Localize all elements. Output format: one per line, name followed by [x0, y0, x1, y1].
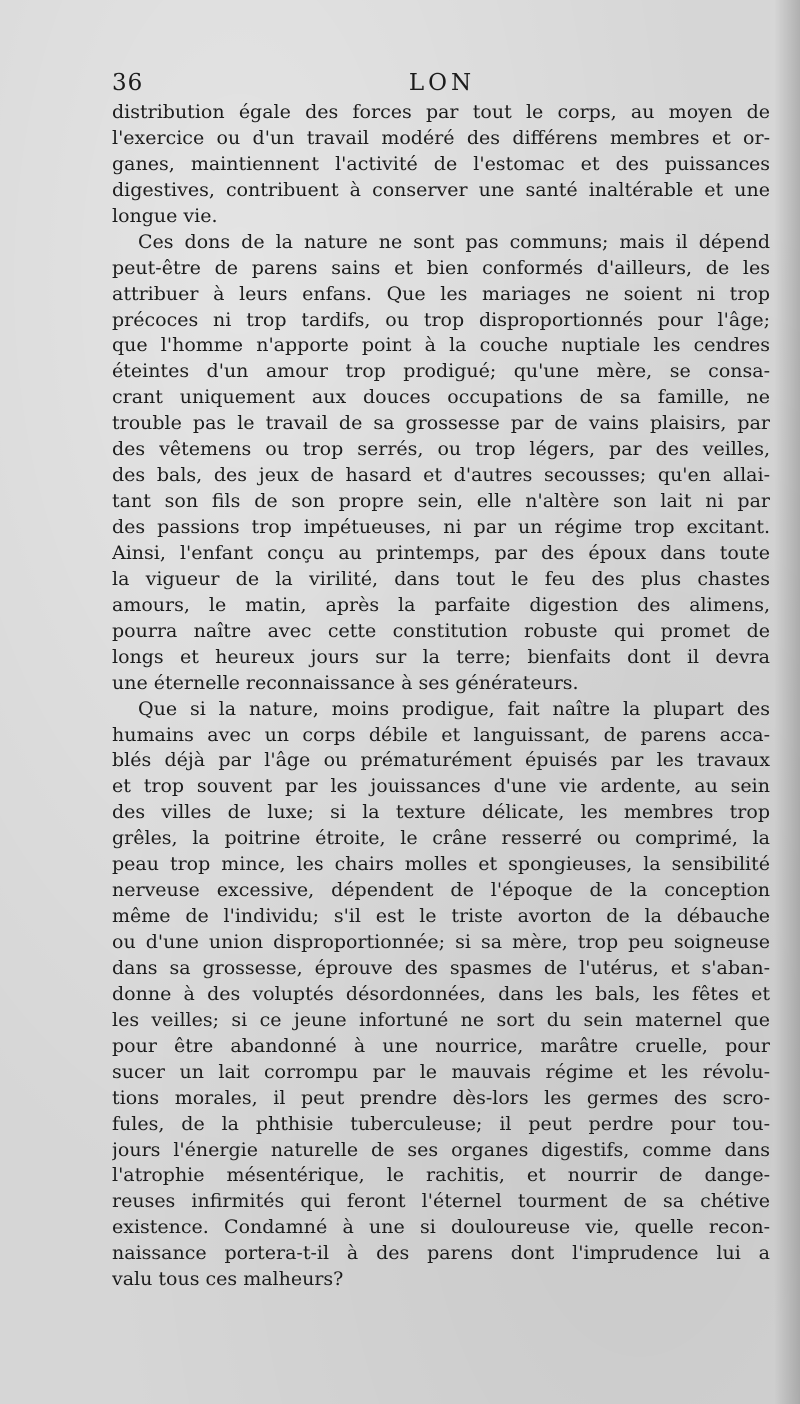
- text-line: la vigueur de la virilité, dans tout le feu des plus chastes: [112, 567, 770, 590]
- text-line: donne à des voluptés désordonnées, dans les bals, les fêtes et: [112, 982, 770, 1005]
- text-line: amours, le matin, après la parfaite digestion des alimens,: [112, 593, 770, 616]
- body-text: [112, 100, 770, 1293]
- text-line: tions morales, il peut prendre dès-lors les germes des scro-: [112, 1086, 770, 1109]
- text-line: des villes de luxe; si la texture délicate, les membres trop: [112, 801, 770, 824]
- text-line: crant uniquement aux douces occupations de sa famille, ne: [112, 386, 770, 409]
- page-header: [112, 70, 772, 100]
- text-line: grêles, la poitrine étroite, le crâne resserré ou comprimé, la: [112, 827, 770, 850]
- page-number: 36: [112, 70, 144, 96]
- text-line: les veilles; si ce jeune infortuné ne sort du sein maternel que: [112, 1008, 770, 1031]
- text-line: jours l'énergie naturelle de ses organes digestifs, comme dans: [112, 1138, 770, 1161]
- text-line: même de l'individu; s'il est le triste avorton de la débauche: [112, 905, 770, 928]
- text-line: Ainsi, l'enfant conçu au printemps, par des époux dans toute: [112, 541, 770, 564]
- text-line: longue vie.: [112, 204, 218, 227]
- text-line: naissance portera-t-il à des parens dont l'imprudence lui a: [112, 1242, 770, 1265]
- text-line: trouble pas le travail de sa grossesse par de vains plaisirs, par: [112, 412, 770, 435]
- text-line: ganes, maintiennent l'activité de l'estomac et des puissances: [112, 152, 770, 175]
- text-line: Que si la nature, moins prodigue, fait naître la plupart des: [138, 697, 770, 720]
- text-line: peut-être de parens sains et bien conformés d'ailleurs, de les: [112, 256, 770, 279]
- text-line: des bals, des jeux de hasard et d'autres secousses; qu'en allai-: [112, 464, 770, 487]
- text-line: pourra naître avec cette constitution robuste qui promet de: [112, 619, 770, 642]
- text-line: humains avec un corps débile et languissant, de parens acca-: [112, 723, 770, 746]
- text-line: dans sa grossesse, éprouve des spasmes de l'utérus, et s'aban-: [112, 956, 770, 979]
- text-line: l'atrophie mésentérique, le rachitis, et nourrir de dange-: [112, 1164, 770, 1187]
- text-line: tant son fils de son propre sein, elle n'altère son lait ni par: [112, 490, 770, 513]
- text-line: longs et heureux jours sur la terre; bienfaits dont il devra: [112, 645, 770, 668]
- text-line: blés déjà par l'âge ou prématurément épuisés par les travaux: [112, 749, 770, 772]
- text-line: distribution égale des forces par tout le corps, au moyen de: [112, 101, 770, 123]
- text-line: existence. Condamné à une si douloureuse vie, quelle recon-: [112, 1216, 770, 1239]
- text-line: digestives, contribuent à conserver une santé inaltérable et une: [112, 178, 770, 201]
- text-line: précoces ni trop tardifs, ou trop disproportionnés pour l'âge;: [112, 308, 770, 331]
- text-line: sucer un lait corrompu par le mauvais régime et les révolu-: [112, 1060, 770, 1083]
- text-line: pour être abandonné à une nourrice, marâtre cruelle, pour: [112, 1034, 770, 1057]
- page-shadow-edge: [774, 0, 800, 1404]
- text-line: attribuer à leurs enfans. Que les mariages ne soient ni trop: [112, 282, 770, 305]
- text-line: une éternelle reconnaissance à ses générateurs.: [112, 671, 579, 694]
- text-line: fules, de la phthisie tuberculeuse; il peut perdre pour tou-: [112, 1112, 770, 1135]
- text-line: l'exercice ou d'un travail modéré des différens membres et or-: [112, 126, 770, 149]
- text-line: peau trop mince, les chairs molles et spongieuses, la sensibilité: [112, 853, 770, 876]
- text-line: et trop souvent par les jouissances d'une vie ardente, au sein: [112, 775, 770, 798]
- text-line: des passions trop impétueuses, ni par un régime trop excitant.: [112, 516, 770, 538]
- text-line: ou d'une union disproportionnée; si sa mère, trop peu soigneuse: [112, 931, 770, 953]
- text-line: reuses infirmités qui feront l'éternel tourment de sa chétive: [112, 1190, 770, 1213]
- text-line: que l'homme n'apporte point à la couche nuptiale les cendres: [112, 334, 770, 357]
- text-line: Ces dons de la nature ne sont pas communs; mais il dépend: [138, 230, 770, 253]
- text-line: nerveuse excessive, dépendent de l'époque de la conception: [112, 879, 770, 902]
- text-line: des vêtemens ou trop serrés, ou trop légers, par des veilles,: [112, 438, 770, 461]
- text-line: éteintes d'un amour trop prodigué; qu'une mère, se consa-: [112, 360, 770, 383]
- text-line: valu tous ces malheurs?: [112, 1268, 344, 1291]
- running-head: LON: [408, 70, 476, 96]
